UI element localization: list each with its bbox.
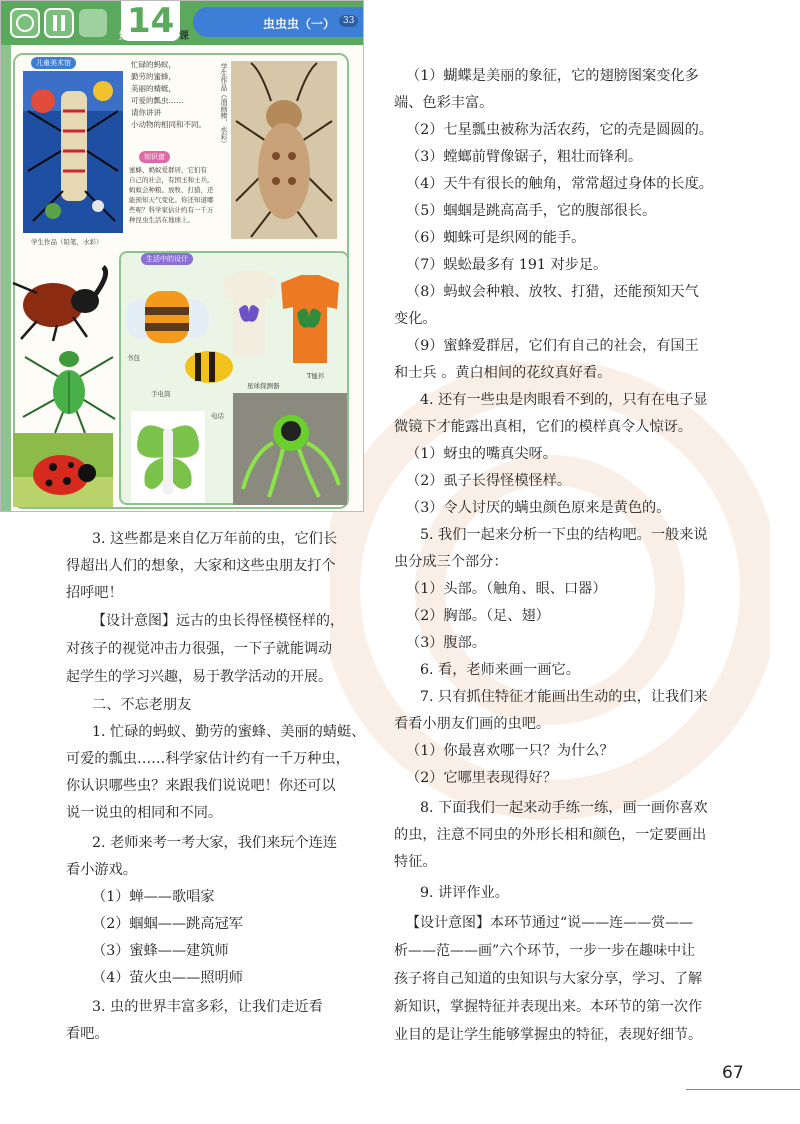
right-line: （5）蝈蝈是跳高高手，它的腹部很长。 [406, 203, 657, 219]
label-phone: 电话 [211, 412, 224, 420]
right-line: （2）胸部。（足、翅） [406, 608, 550, 624]
right-line: 虫分成三个部分： [394, 554, 508, 570]
label-tshirt: T恤衫 [307, 372, 325, 380]
lesson-title: 虫虫虫（一） [263, 17, 336, 31]
textbook-page-image [0, 0, 364, 512]
knowledge-line: 些呢？科学家估计约有一千万 [129, 206, 214, 214]
right-line: 9. 讲评作业。 [420, 885, 509, 901]
caption-left: 学生作品（铅笔，水彩） [31, 238, 103, 246]
section-heading: 二、不忘老朋友 [92, 697, 192, 713]
right-line: （1）蚜虫的嘴真尖呀。 [406, 446, 557, 462]
poem-block [131, 59, 206, 131]
poem-line: 小动物的相同和不同。 [131, 120, 206, 129]
poem-line: 可爱的瓢虫…… [131, 96, 184, 105]
right-line: （3）腹部。 [406, 635, 486, 651]
right-line: （4）天牛有很长的触角，常常超过身体的长度。 [406, 176, 713, 192]
student-painting-insect [231, 61, 337, 239]
design-intent-line: 析——范——画”六个环节，一步一步在趣味中让 [394, 943, 696, 959]
design-intent-line: 【设计意图】远古的虫长得怪模怪样的， [92, 613, 344, 629]
right-line: 和士兵 。黄白相间的花纹真好看。 [394, 365, 612, 381]
right-line: （1）蝴蝶是美丽的象征，它的翅膀图案变化多 [406, 68, 699, 84]
bee-flashlight-image [183, 349, 235, 385]
tiger-beetle-photo [19, 337, 119, 435]
right-line: 端、色彩丰富。 [394, 95, 494, 111]
left-line: （4）萤火虫——照明师 [92, 970, 243, 986]
left-line: 3. 虫的世界丰富多彩，让我们走近看 [92, 999, 323, 1015]
right-line: 7. 只有抓住特征才能画出生动的虫，让我们来 [420, 689, 708, 705]
right-line: 变化。 [394, 311, 437, 327]
knowledge-block [129, 165, 214, 225]
right-line: （2）七星瓢虫被称为活农药，它的壳是圆圆的。 [406, 122, 713, 138]
left-line: 得超出人们的想象，大家和这些虫朋友打个 [66, 558, 336, 574]
butterfly-phone-image [131, 411, 205, 503]
label-bag: 书包 [127, 354, 140, 362]
left-line: 招呼吧！ [66, 585, 123, 601]
right-line: （1）头部。（触角、眼、口器） [406, 581, 607, 597]
caption-right: 学生作品（油画棒，水彩） [220, 63, 228, 147]
tag-life-design: 生活中的设计 [141, 253, 193, 265]
left-line: 1. 忙碌的蚂蚁、勤劳的蜜蜂、美丽的蜻蜓、 [92, 724, 366, 740]
planet-probe-image [233, 393, 347, 505]
left-line: （3）蜜蜂——建筑师 [92, 943, 229, 959]
right-line: 看看小朋友们画的虫吧。 [394, 716, 551, 732]
right-line: （6）蜘蛛可是织网的能手。 [406, 230, 586, 246]
left-line: 3. 这些都是来自亿万年前的虫，它们长 [92, 531, 338, 547]
rhinoceros-beetle-photo [7, 263, 113, 343]
right-line: 微镜下才能露出真相，它们的模样真令人惊讶。 [394, 419, 692, 435]
right-line: （2）它哪里表现得好？ [406, 770, 557, 786]
left-line: 可爱的瓢虫……科学家估计约有一千万种虫， [66, 751, 350, 767]
right-line: （1）你最喜欢哪一只？为什么？ [406, 743, 614, 759]
student-painting-beetle [23, 71, 123, 233]
right-line: 的虫，注意不同虫的外形长相和颜色，一定要画出 [394, 827, 707, 843]
right-line: （9）蜜蜂爱群居，它们有自己的社会，有国王 [406, 338, 699, 354]
right-line: 5. 我们一起来分析一下虫的结构吧。一般来说 [420, 527, 708, 543]
left-line: 2. 老师来考一考大家，我们来玩个连连 [92, 835, 338, 851]
left-line: 看小游戏。 [66, 862, 137, 878]
right-line: 4. 还有一些虫是肉眼看不到的，只有在电子显 [420, 392, 708, 408]
label-probe: 星球探测器 [247, 382, 280, 390]
right-line: （8）蚂蚁会种粮、放牧、打猎，还能预知天气 [406, 284, 699, 300]
right-line: （2）虱子长得怪模怪样。 [406, 473, 572, 489]
tag-children-art: 儿童美术馆 [31, 57, 76, 69]
poem-line: 美丽的蜻蜓， [131, 84, 176, 93]
tag-knowledge: 知识窗 [139, 151, 170, 163]
knowledge-line: 蜜蜂、蚂蚁爱群居，它们有 [129, 166, 207, 174]
lesson-number: 14 [121, 1, 180, 41]
left-line: （2）蝈蝈——跳高冠军 [92, 916, 243, 932]
page-number-rule [686, 1089, 800, 1090]
right-line: 6. 看，老师来画一画它。 [420, 662, 580, 678]
page-number: 67 [722, 1063, 744, 1083]
textbook-page-number: 33 [339, 15, 358, 27]
poem-line: 请你讲讲 [131, 108, 161, 117]
design-intent-line: 孩子将自己知道的虫知识与大家分享，学习、了解 [394, 971, 702, 987]
label-flashlight: 手电筒 [151, 390, 171, 398]
header-decoration-icon [9, 7, 109, 39]
left-line: 看吧。 [66, 1026, 109, 1042]
knowledge-line: 蚂蚁会种粮、放牧、打猎，还 [129, 186, 214, 194]
right-line: （3）令人讨厌的螨虫颜色原来是黄色的。 [406, 500, 671, 516]
right-line: 8. 下面我们一起来动手练一练，画一画你喜欢 [420, 800, 708, 816]
bee-backpack-image [123, 279, 211, 349]
right-line: 特征。 [394, 854, 437, 870]
poem-line: 忙碌的蚂蚁， [131, 60, 176, 69]
butterfly-tshirt-image [219, 269, 343, 369]
design-intent-line: 新知识，掌握特征并表现出来。本环节的第一次作 [394, 999, 702, 1015]
design-intent-line: 对孩子的视觉冲击力很强，一下子就能调动 [66, 641, 332, 657]
knowledge-line: 能预知天气变化。你还知道哪 [129, 196, 214, 204]
left-line: （1）蝉——歌唱家 [92, 889, 215, 905]
knowledge-line: 自己的社会，有国王和士兵。 [129, 176, 214, 184]
left-line: 说一说虫的相同和不同。 [66, 805, 223, 821]
left-line: 你认识哪些虫？来跟我们说说吧！你还可以 [66, 778, 336, 794]
right-line: （3）螳螂前臂像锯子，粗壮而锋利。 [406, 149, 643, 165]
knowledge-line: 种昆虫生活在地球上。 [129, 216, 194, 224]
lesson-ke: 课 [179, 31, 189, 42]
ladybug-photo [13, 433, 113, 507]
lesson-di: 第 [119, 31, 129, 42]
design-intent-line: 业目的是让学生能够掌握虫的特征，表现好细节。 [394, 1027, 702, 1043]
poem-line: 勤劳的蜜蜂， [131, 72, 176, 81]
design-intent-line: 起学生的学习兴趣，易于教学活动的开展。 [66, 669, 332, 685]
right-line: （7）蜈蚣最多有 191 对步足。 [406, 257, 608, 273]
design-intent-line: 【设计意图】本环节通过“说——连——赏—— [406, 915, 694, 931]
